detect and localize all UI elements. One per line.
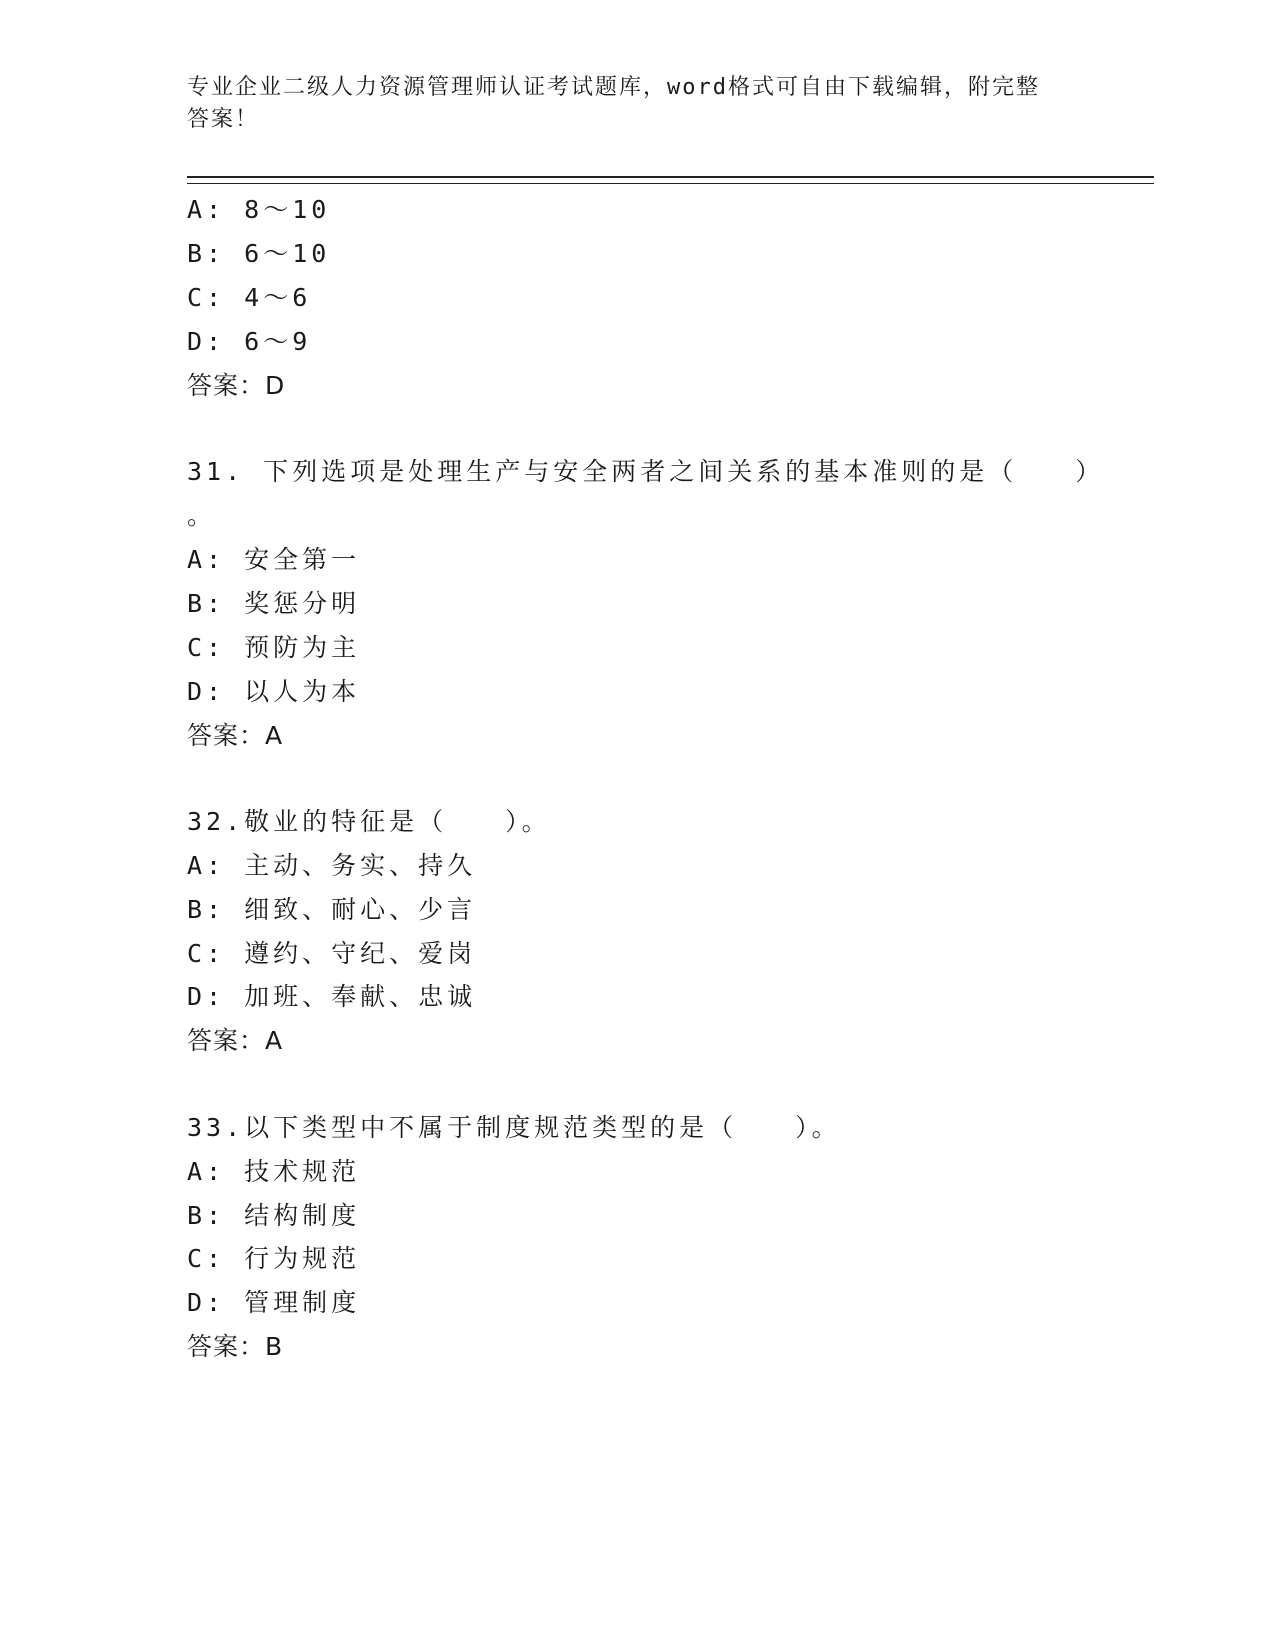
q33-option-d: D: 管理制度 — [187, 1288, 361, 1317]
q32-answer: 答案：A — [187, 1026, 284, 1055]
q31-answer: 答案：A — [187, 721, 284, 750]
q32-stem: 32.敬业的特征是（ ）。 — [187, 807, 551, 836]
q31-option-c: C: 预防为主 — [187, 633, 361, 662]
q33-option-a: A: 技术规范 — [187, 1157, 361, 1186]
header-line-1: 专业企业二级人力资源管理师认证考试题库，word格式可自由下载编辑，附完整 — [187, 75, 1040, 100]
q31-stem-continuation: 。 — [187, 501, 217, 530]
q33-stem: 33.以下类型中不属于制度规范类型的是（ ）。 — [187, 1113, 841, 1142]
q31-option-a: A: 安全第一 — [187, 545, 361, 574]
q32-option-a: A: 主动、务实、持久 — [187, 851, 477, 880]
q30-option-a: A: 8～10 — [187, 195, 331, 224]
q30-option-b: B: 6～10 — [187, 239, 331, 268]
q31-option-d: D: 以人为本 — [187, 677, 361, 706]
document-header — [187, 72, 1087, 136]
q32-option-c: C: 遵约、守纪、爱岗 — [187, 939, 477, 968]
q32-option-d: D: 加班、奉献、忠诚 — [187, 982, 477, 1011]
q31-option-b: B: 奖惩分明 — [187, 589, 361, 618]
q30-option-c: C: 4～6 — [187, 283, 312, 312]
q33-option-c: C: 行为规范 — [187, 1244, 361, 1273]
header-divider — [187, 176, 1154, 184]
q31-stem: 31. 下列选项是处理生产与安全两者之间关系的基本准则的是（ ） — [187, 457, 1105, 486]
q33-option-b: B: 结构制度 — [187, 1201, 361, 1230]
header-line-2: 答案！ — [187, 107, 260, 132]
q32-option-b: B: 细致、耐心、少言 — [187, 895, 477, 924]
q30-answer: 答案：D — [187, 371, 286, 400]
q33-answer: 答案：B — [187, 1332, 284, 1361]
q30-option-d: D: 6～9 — [187, 327, 312, 356]
